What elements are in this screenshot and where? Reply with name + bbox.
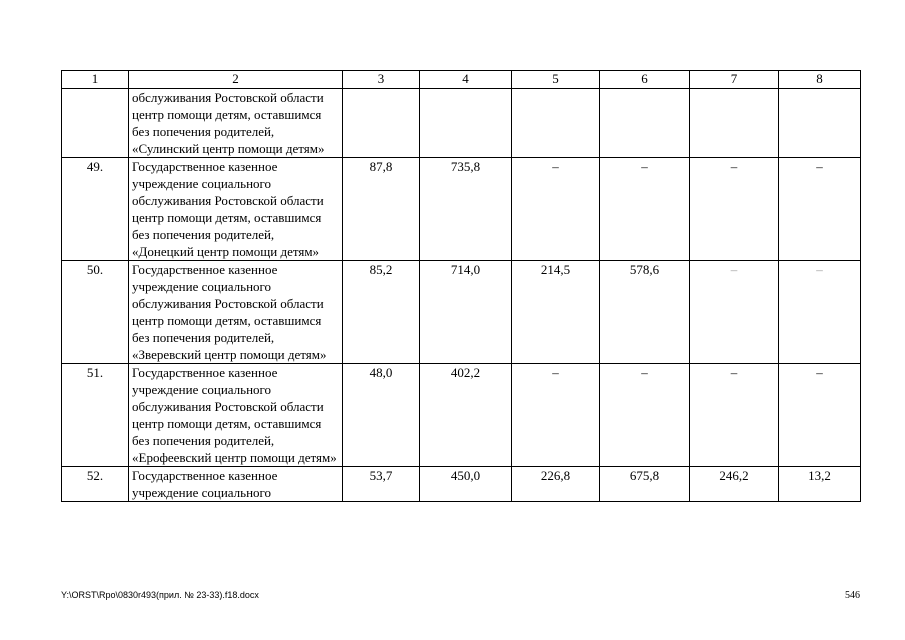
empty-cell bbox=[512, 89, 600, 158]
value-cell-col3: 87,8 bbox=[343, 158, 420, 261]
column-header: 5 bbox=[512, 71, 600, 89]
table-row bbox=[62, 467, 861, 502]
value-cell-col5: – bbox=[512, 158, 600, 261]
institution-name-cell: Государственное казенное учреждение социального обслуживания Ростовской области центр помощи детям, оставшимся без попечения родителей, «Зверевский центр помощи детям» bbox=[129, 261, 343, 364]
table-row bbox=[62, 261, 861, 364]
value-cell-col5 bbox=[512, 467, 600, 502]
column-header: 1 bbox=[62, 71, 129, 89]
value-cell-col7: – bbox=[690, 261, 779, 364]
value-cell-col4 bbox=[420, 467, 512, 502]
value-cell-col6 bbox=[600, 467, 690, 502]
value-cell-col8 bbox=[779, 467, 861, 502]
institution-name-cell bbox=[129, 467, 343, 502]
value-text: 246,2 bbox=[719, 468, 749, 483]
value-cell-col3 bbox=[343, 467, 420, 502]
row-number-cell bbox=[62, 89, 129, 158]
value-cell-col4: 735,8 bbox=[420, 158, 512, 261]
row-number-cell: 50. bbox=[62, 261, 129, 364]
value-cell-col3: 85,2 bbox=[343, 261, 420, 364]
empty-cell bbox=[343, 89, 420, 158]
value-cell-col8: – bbox=[779, 364, 861, 467]
value-cell-col5: 214,5 bbox=[512, 261, 600, 364]
value-cell-col7 bbox=[690, 467, 779, 502]
data-table bbox=[61, 70, 861, 502]
footer-page-number: 546 bbox=[845, 590, 860, 601]
table-row bbox=[62, 364, 861, 467]
institution-name-cell: Государственное казенное учреждение социального обслуживания Ростовской области центр помощи детям, оставшимся без попечения родителей, «Ерофеевский центр помощи детям» bbox=[129, 364, 343, 467]
value-text: 226,8 bbox=[540, 468, 571, 483]
column-header: 8 bbox=[779, 71, 861, 89]
value-text: 53,7 bbox=[369, 468, 393, 483]
empty-cell bbox=[420, 89, 512, 158]
institution-name-cell: обслуживания Ростовской области центр помощи детям, оставшимся без попечения родителей, «Сулинский центр помощи детям» bbox=[129, 89, 343, 158]
value-cell-col7: – bbox=[690, 364, 779, 467]
value-text: 450,0 bbox=[450, 468, 481, 483]
value-cell-col5: – bbox=[512, 364, 600, 467]
value-cell-col4: 402,2 bbox=[420, 364, 512, 467]
value-text: 675,8 bbox=[629, 468, 660, 483]
empty-cell bbox=[779, 89, 861, 158]
table-row-continuation bbox=[62, 89, 861, 158]
table-row bbox=[62, 158, 861, 261]
column-header: 3 bbox=[343, 71, 420, 89]
value-cell-col8: – bbox=[779, 261, 861, 364]
institution-name-cell: Государственное казенное учреждение социального обслуживания Ростовской области центр помощи детям, оставшимся без попечения родителей, «Донецкий центр помощи детям» bbox=[129, 158, 343, 261]
value-text: 13,2 bbox=[808, 468, 831, 483]
value-cell-col7: – bbox=[690, 158, 779, 261]
value-cell-col8: – bbox=[779, 158, 861, 261]
empty-cell bbox=[690, 89, 779, 158]
value-cell-col6: 578,6 bbox=[600, 261, 690, 364]
empty-cell bbox=[600, 89, 690, 158]
row-number-text: 52. bbox=[86, 468, 104, 483]
row-number-cell bbox=[62, 467, 129, 502]
column-header: 6 bbox=[600, 71, 690, 89]
value-cell-col3: 48,0 bbox=[343, 364, 420, 467]
row-number-cell: 51. bbox=[62, 364, 129, 467]
row-number-cell: 49. bbox=[62, 158, 129, 261]
footer-file-path: Y:\ORST\Rpo\0830r493(прил. № 23-33).f18.docx bbox=[61, 590, 259, 600]
table-header-row bbox=[62, 71, 861, 89]
value-cell-col6: – bbox=[600, 364, 690, 467]
column-header: 7 bbox=[690, 71, 779, 89]
value-cell-col4: 714,0 bbox=[420, 261, 512, 364]
institution-name-text: Государственное казенное учреждение социального bbox=[132, 468, 278, 500]
column-header: 2 bbox=[129, 71, 343, 89]
value-cell-col6: – bbox=[600, 158, 690, 261]
column-header: 4 bbox=[420, 71, 512, 89]
